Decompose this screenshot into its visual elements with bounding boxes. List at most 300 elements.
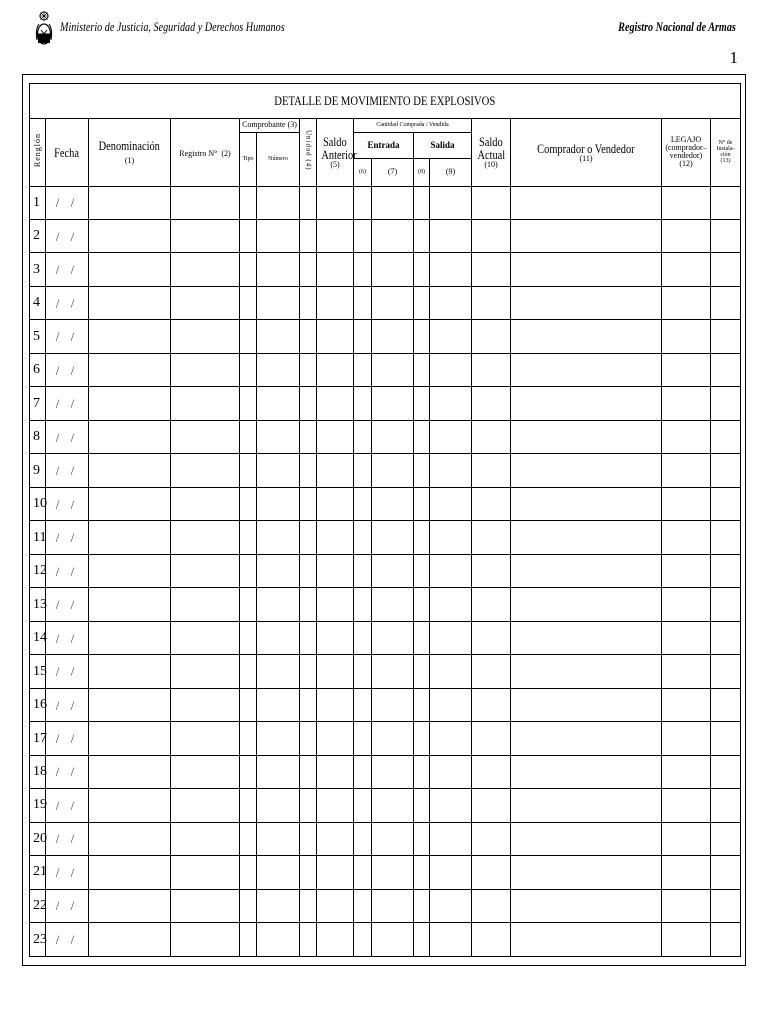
entry-cell[interactable] xyxy=(300,722,317,755)
entry-cell[interactable] xyxy=(472,889,511,922)
entry-cell[interactable] xyxy=(89,353,171,386)
entry-cell[interactable] xyxy=(257,353,300,386)
entry-cell[interactable] xyxy=(511,220,662,253)
entry-cell[interactable] xyxy=(257,588,300,621)
entry-cell[interactable] xyxy=(711,420,741,453)
date-field[interactable]: / / xyxy=(46,186,89,219)
entry-cell[interactable] xyxy=(472,454,511,487)
entry-cell[interactable] xyxy=(240,186,257,219)
entry-cell[interactable] xyxy=(257,722,300,755)
entry-cell[interactable] xyxy=(414,923,430,957)
entry-cell[interactable] xyxy=(354,387,372,420)
entry-cell[interactable] xyxy=(354,186,372,219)
entry-cell[interactable] xyxy=(662,688,711,721)
entry-cell[interactable] xyxy=(711,688,741,721)
entry-cell[interactable] xyxy=(300,353,317,386)
entry-cell[interactable] xyxy=(711,387,741,420)
entry-cell[interactable] xyxy=(662,889,711,922)
date-field[interactable]: / / xyxy=(46,621,89,654)
entry-cell[interactable] xyxy=(472,722,511,755)
entry-cell[interactable] xyxy=(240,220,257,253)
entry-cell[interactable] xyxy=(171,387,240,420)
entry-cell[interactable] xyxy=(89,588,171,621)
entry-cell[interactable] xyxy=(472,420,511,453)
entry-cell[interactable] xyxy=(414,521,430,554)
entry-cell[interactable] xyxy=(472,621,511,654)
entry-cell[interactable] xyxy=(372,722,414,755)
entry-cell[interactable] xyxy=(300,621,317,654)
entry-cell[interactable] xyxy=(511,889,662,922)
date-field[interactable]: / / xyxy=(46,722,89,755)
date-field[interactable]: / / xyxy=(46,420,89,453)
entry-cell[interactable] xyxy=(511,755,662,788)
entry-cell[interactable] xyxy=(662,755,711,788)
entry-cell[interactable] xyxy=(171,353,240,386)
entry-cell[interactable] xyxy=(240,856,257,889)
entry-cell[interactable] xyxy=(240,420,257,453)
entry-cell[interactable] xyxy=(662,554,711,587)
entry-cell[interactable] xyxy=(372,655,414,688)
entry-cell[interactable] xyxy=(414,220,430,253)
entry-cell[interactable] xyxy=(354,286,372,319)
entry-cell[interactable] xyxy=(317,454,354,487)
entry-cell[interactable] xyxy=(171,755,240,788)
entry-cell[interactable] xyxy=(89,521,171,554)
entry-cell[interactable] xyxy=(317,353,354,386)
entry-cell[interactable] xyxy=(300,554,317,587)
entry-cell[interactable] xyxy=(257,856,300,889)
entry-cell[interactable] xyxy=(240,889,257,922)
entry-cell[interactable] xyxy=(317,789,354,822)
entry-cell[interactable] xyxy=(372,320,414,353)
entry-cell[interactable] xyxy=(300,822,317,855)
entry-cell[interactable] xyxy=(171,655,240,688)
entry-cell[interactable] xyxy=(414,588,430,621)
entry-cell[interactable] xyxy=(511,923,662,957)
entry-cell[interactable] xyxy=(414,688,430,721)
entry-cell[interactable] xyxy=(317,286,354,319)
entry-cell[interactable] xyxy=(472,253,511,286)
entry-cell[interactable] xyxy=(317,487,354,520)
entry-cell[interactable] xyxy=(430,220,472,253)
entry-cell[interactable] xyxy=(414,889,430,922)
entry-cell[interactable] xyxy=(372,420,414,453)
entry-cell[interactable] xyxy=(472,554,511,587)
date-field[interactable]: / / xyxy=(46,588,89,621)
entry-cell[interactable] xyxy=(414,186,430,219)
entry-cell[interactable] xyxy=(662,186,711,219)
entry-cell[interactable] xyxy=(354,856,372,889)
entry-cell[interactable] xyxy=(372,286,414,319)
entry-cell[interactable] xyxy=(300,923,317,957)
entry-cell[interactable] xyxy=(430,822,472,855)
entry-cell[interactable] xyxy=(89,454,171,487)
entry-cell[interactable] xyxy=(257,521,300,554)
entry-cell[interactable] xyxy=(372,186,414,219)
date-field[interactable]: / / xyxy=(46,454,89,487)
entry-cell[interactable] xyxy=(662,353,711,386)
date-field[interactable]: / / xyxy=(46,220,89,253)
entry-cell[interactable] xyxy=(662,320,711,353)
entry-cell[interactable] xyxy=(511,856,662,889)
entry-cell[interactable] xyxy=(257,655,300,688)
entry-cell[interactable] xyxy=(257,387,300,420)
entry-cell[interactable] xyxy=(430,487,472,520)
entry-cell[interactable] xyxy=(662,856,711,889)
entry-cell[interactable] xyxy=(372,621,414,654)
entry-cell[interactable] xyxy=(711,789,741,822)
entry-cell[interactable] xyxy=(472,789,511,822)
entry-cell[interactable] xyxy=(414,286,430,319)
entry-cell[interactable] xyxy=(511,420,662,453)
entry-cell[interactable] xyxy=(511,554,662,587)
entry-cell[interactable] xyxy=(257,286,300,319)
entry-cell[interactable] xyxy=(511,822,662,855)
date-field[interactable]: / / xyxy=(46,320,89,353)
entry-cell[interactable] xyxy=(240,387,257,420)
entry-cell[interactable] xyxy=(414,320,430,353)
entry-cell[interactable] xyxy=(240,722,257,755)
entry-cell[interactable] xyxy=(300,588,317,621)
entry-cell[interactable] xyxy=(171,822,240,855)
entry-cell[interactable] xyxy=(511,688,662,721)
entry-cell[interactable] xyxy=(240,655,257,688)
entry-cell[interactable] xyxy=(354,655,372,688)
entry-cell[interactable] xyxy=(89,889,171,922)
entry-cell[interactable] xyxy=(240,621,257,654)
entry-cell[interactable] xyxy=(472,387,511,420)
entry-cell[interactable] xyxy=(372,856,414,889)
entry-cell[interactable] xyxy=(317,320,354,353)
entry-cell[interactable] xyxy=(472,822,511,855)
entry-cell[interactable] xyxy=(240,320,257,353)
entry-cell[interactable] xyxy=(257,923,300,957)
entry-cell[interactable] xyxy=(317,923,354,957)
entry-cell[interactable] xyxy=(430,688,472,721)
entry-cell[interactable] xyxy=(711,454,741,487)
entry-cell[interactable] xyxy=(89,722,171,755)
entry-cell[interactable] xyxy=(511,655,662,688)
entry-cell[interactable] xyxy=(472,220,511,253)
entry-cell[interactable] xyxy=(430,621,472,654)
entry-cell[interactable] xyxy=(430,420,472,453)
entry-cell[interactable] xyxy=(711,588,741,621)
entry-cell[interactable] xyxy=(240,822,257,855)
entry-cell[interactable] xyxy=(300,755,317,788)
entry-cell[interactable] xyxy=(414,353,430,386)
entry-cell[interactable] xyxy=(662,420,711,453)
entry-cell[interactable] xyxy=(372,789,414,822)
entry-cell[interactable] xyxy=(257,822,300,855)
entry-cell[interactable] xyxy=(711,554,741,587)
entry-cell[interactable] xyxy=(711,856,741,889)
entry-cell[interactable] xyxy=(414,253,430,286)
entry-cell[interactable] xyxy=(430,253,472,286)
date-field[interactable]: / / xyxy=(46,353,89,386)
entry-cell[interactable] xyxy=(171,220,240,253)
date-field[interactable]: / / xyxy=(46,387,89,420)
entry-cell[interactable] xyxy=(511,454,662,487)
entry-cell[interactable] xyxy=(662,253,711,286)
entry-cell[interactable] xyxy=(257,253,300,286)
entry-cell[interactable] xyxy=(372,387,414,420)
entry-cell[interactable] xyxy=(89,621,171,654)
entry-cell[interactable] xyxy=(711,320,741,353)
entry-cell[interactable] xyxy=(472,286,511,319)
entry-cell[interactable] xyxy=(430,856,472,889)
entry-cell[interactable] xyxy=(662,822,711,855)
date-field[interactable]: / / xyxy=(46,655,89,688)
date-field[interactable]: / / xyxy=(46,923,89,957)
entry-cell[interactable] xyxy=(317,688,354,721)
entry-cell[interactable] xyxy=(662,220,711,253)
entry-cell[interactable] xyxy=(354,621,372,654)
entry-cell[interactable] xyxy=(711,220,741,253)
entry-cell[interactable] xyxy=(240,454,257,487)
entry-cell[interactable] xyxy=(711,286,741,319)
entry-cell[interactable] xyxy=(511,487,662,520)
entry-cell[interactable] xyxy=(317,722,354,755)
entry-cell[interactable] xyxy=(317,655,354,688)
entry-cell[interactable] xyxy=(89,420,171,453)
entry-cell[interactable] xyxy=(430,755,472,788)
entry-cell[interactable] xyxy=(171,621,240,654)
entry-cell[interactable] xyxy=(240,789,257,822)
entry-cell[interactable] xyxy=(430,186,472,219)
entry-cell[interactable] xyxy=(354,722,372,755)
entry-cell[interactable] xyxy=(89,822,171,855)
entry-cell[interactable] xyxy=(171,286,240,319)
date-field[interactable]: / / xyxy=(46,889,89,922)
entry-cell[interactable] xyxy=(257,320,300,353)
entry-cell[interactable] xyxy=(300,186,317,219)
entry-cell[interactable] xyxy=(89,554,171,587)
entry-cell[interactable] xyxy=(257,621,300,654)
entry-cell[interactable] xyxy=(414,387,430,420)
entry-cell[interactable] xyxy=(317,588,354,621)
entry-cell[interactable] xyxy=(354,923,372,957)
entry-cell[interactable] xyxy=(372,253,414,286)
entry-cell[interactable] xyxy=(89,755,171,788)
entry-cell[interactable] xyxy=(317,755,354,788)
entry-cell[interactable] xyxy=(472,755,511,788)
entry-cell[interactable] xyxy=(317,420,354,453)
entry-cell[interactable] xyxy=(472,655,511,688)
entry-cell[interactable] xyxy=(354,253,372,286)
entry-cell[interactable] xyxy=(511,286,662,319)
entry-cell[interactable] xyxy=(240,253,257,286)
entry-cell[interactable] xyxy=(414,856,430,889)
entry-cell[interactable] xyxy=(372,923,414,957)
entry-cell[interactable] xyxy=(240,353,257,386)
entry-cell[interactable] xyxy=(354,822,372,855)
entry-cell[interactable] xyxy=(171,588,240,621)
entry-cell[interactable] xyxy=(430,889,472,922)
entry-cell[interactable] xyxy=(372,454,414,487)
entry-cell[interactable] xyxy=(511,353,662,386)
entry-cell[interactable] xyxy=(171,253,240,286)
entry-cell[interactable] xyxy=(662,722,711,755)
entry-cell[interactable] xyxy=(300,521,317,554)
entry-cell[interactable] xyxy=(472,923,511,957)
entry-cell[interactable] xyxy=(354,588,372,621)
entry-cell[interactable] xyxy=(711,521,741,554)
entry-cell[interactable] xyxy=(300,856,317,889)
entry-cell[interactable] xyxy=(372,688,414,721)
entry-cell[interactable] xyxy=(317,253,354,286)
entry-cell[interactable] xyxy=(354,789,372,822)
date-field[interactable]: / / xyxy=(46,487,89,520)
date-field[interactable]: / / xyxy=(46,554,89,587)
entry-cell[interactable] xyxy=(354,688,372,721)
entry-cell[interactable] xyxy=(354,487,372,520)
entry-cell[interactable] xyxy=(662,521,711,554)
entry-cell[interactable] xyxy=(257,554,300,587)
entry-cell[interactable] xyxy=(89,186,171,219)
entry-cell[interactable] xyxy=(317,822,354,855)
entry-cell[interactable] xyxy=(414,420,430,453)
entry-cell[interactable] xyxy=(240,755,257,788)
entry-cell[interactable] xyxy=(300,454,317,487)
entry-cell[interactable] xyxy=(662,655,711,688)
entry-cell[interactable] xyxy=(662,621,711,654)
entry-cell[interactable] xyxy=(711,487,741,520)
entry-cell[interactable] xyxy=(257,220,300,253)
date-field[interactable]: / / xyxy=(46,521,89,554)
date-field[interactable]: / / xyxy=(46,789,89,822)
entry-cell[interactable] xyxy=(511,789,662,822)
entry-cell[interactable] xyxy=(354,320,372,353)
entry-cell[interactable] xyxy=(711,186,741,219)
entry-cell[interactable] xyxy=(414,655,430,688)
entry-cell[interactable] xyxy=(372,353,414,386)
entry-cell[interactable] xyxy=(257,789,300,822)
entry-cell[interactable] xyxy=(372,588,414,621)
entry-cell[interactable] xyxy=(257,420,300,453)
entry-cell[interactable] xyxy=(317,220,354,253)
entry-cell[interactable] xyxy=(171,856,240,889)
entry-cell[interactable] xyxy=(171,186,240,219)
entry-cell[interactable] xyxy=(711,253,741,286)
entry-cell[interactable] xyxy=(472,186,511,219)
entry-cell[interactable] xyxy=(300,688,317,721)
entry-cell[interactable] xyxy=(300,253,317,286)
entry-cell[interactable] xyxy=(430,286,472,319)
entry-cell[interactable] xyxy=(300,889,317,922)
date-field[interactable]: / / xyxy=(46,286,89,319)
entry-cell[interactable] xyxy=(662,588,711,621)
entry-cell[interactable] xyxy=(300,286,317,319)
date-field[interactable]: / / xyxy=(46,856,89,889)
entry-cell[interactable] xyxy=(472,320,511,353)
entry-cell[interactable] xyxy=(89,923,171,957)
entry-cell[interactable] xyxy=(414,755,430,788)
entry-cell[interactable] xyxy=(414,487,430,520)
entry-cell[interactable] xyxy=(354,889,372,922)
entry-cell[interactable] xyxy=(372,889,414,922)
entry-cell[interactable] xyxy=(89,387,171,420)
entry-cell[interactable] xyxy=(372,822,414,855)
entry-cell[interactable] xyxy=(317,554,354,587)
entry-cell[interactable] xyxy=(354,420,372,453)
entry-cell[interactable] xyxy=(354,454,372,487)
entry-cell[interactable] xyxy=(317,856,354,889)
entry-cell[interactable] xyxy=(171,320,240,353)
entry-cell[interactable] xyxy=(171,889,240,922)
entry-cell[interactable] xyxy=(89,487,171,520)
entry-cell[interactable] xyxy=(240,588,257,621)
entry-cell[interactable] xyxy=(300,487,317,520)
entry-cell[interactable] xyxy=(171,420,240,453)
entry-cell[interactable] xyxy=(511,521,662,554)
entry-cell[interactable] xyxy=(414,722,430,755)
entry-cell[interactable] xyxy=(354,353,372,386)
entry-cell[interactable] xyxy=(300,387,317,420)
entry-cell[interactable] xyxy=(89,655,171,688)
entry-cell[interactable] xyxy=(662,286,711,319)
entry-cell[interactable] xyxy=(89,856,171,889)
entry-cell[interactable] xyxy=(257,755,300,788)
entry-cell[interactable] xyxy=(662,923,711,957)
entry-cell[interactable] xyxy=(414,822,430,855)
entry-cell[interactable] xyxy=(414,621,430,654)
entry-cell[interactable] xyxy=(430,320,472,353)
date-field[interactable]: / / xyxy=(46,822,89,855)
date-field[interactable]: / / xyxy=(46,755,89,788)
entry-cell[interactable] xyxy=(511,588,662,621)
entry-cell[interactable] xyxy=(711,923,741,957)
entry-cell[interactable] xyxy=(472,521,511,554)
entry-cell[interactable] xyxy=(372,521,414,554)
entry-cell[interactable] xyxy=(317,186,354,219)
entry-cell[interactable] xyxy=(662,387,711,420)
entry-cell[interactable] xyxy=(240,688,257,721)
entry-cell[interactable] xyxy=(711,621,741,654)
entry-cell[interactable] xyxy=(711,889,741,922)
entry-cell[interactable] xyxy=(711,755,741,788)
entry-cell[interactable] xyxy=(711,822,741,855)
entry-cell[interactable] xyxy=(430,789,472,822)
entry-cell[interactable] xyxy=(372,487,414,520)
entry-cell[interactable] xyxy=(354,554,372,587)
entry-cell[interactable] xyxy=(472,353,511,386)
entry-cell[interactable] xyxy=(430,521,472,554)
entry-cell[interactable] xyxy=(171,454,240,487)
entry-cell[interactable] xyxy=(414,454,430,487)
entry-cell[interactable] xyxy=(240,521,257,554)
entry-cell[interactable] xyxy=(662,789,711,822)
entry-cell[interactable] xyxy=(430,923,472,957)
entry-cell[interactable] xyxy=(300,789,317,822)
entry-cell[interactable] xyxy=(89,220,171,253)
entry-cell[interactable] xyxy=(711,722,741,755)
entry-cell[interactable] xyxy=(711,353,741,386)
date-field[interactable]: / / xyxy=(46,688,89,721)
entry-cell[interactable] xyxy=(257,487,300,520)
entry-cell[interactable] xyxy=(511,186,662,219)
entry-cell[interactable] xyxy=(372,554,414,587)
entry-cell[interactable] xyxy=(300,655,317,688)
entry-cell[interactable] xyxy=(430,353,472,386)
entry-cell[interactable] xyxy=(511,253,662,286)
entry-cell[interactable] xyxy=(257,454,300,487)
entry-cell[interactable] xyxy=(240,554,257,587)
entry-cell[interactable] xyxy=(414,789,430,822)
entry-cell[interactable] xyxy=(240,923,257,957)
entry-cell[interactable] xyxy=(472,688,511,721)
entry-cell[interactable] xyxy=(430,588,472,621)
entry-cell[interactable] xyxy=(171,722,240,755)
